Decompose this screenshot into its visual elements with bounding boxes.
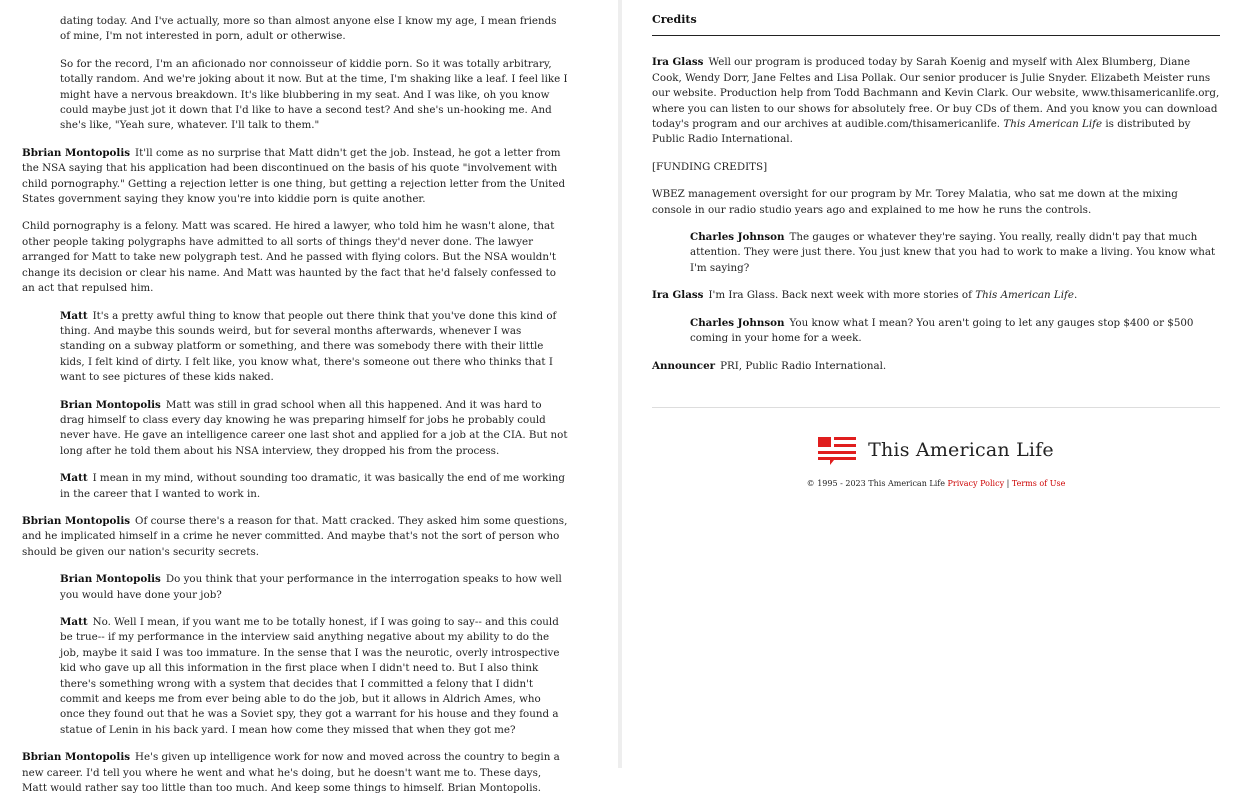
footer-divider xyxy=(652,407,1220,408)
speaker-name: Bbrian Montopolis xyxy=(22,751,131,764)
speaker-name: Brian Montopolis xyxy=(60,573,161,586)
speaker-name: Matt xyxy=(60,616,88,628)
speaker-name: Brian Montopolis xyxy=(60,398,161,411)
paragraph-text: Of course there's a reason for that. Matt cracked. They asked him some questions, and he implicated himself in a crime he never committed. And maybe that's not the sort of person who should be given our nation's security secrets. xyxy=(22,514,568,558)
credits-heading: Credits xyxy=(652,12,1220,36)
paragraph-text: dating today. And I've actually, more so than almost anyone else I know my age, I mean friends of mine, I'm not interested in porn, adult or otherwise. xyxy=(60,15,557,43)
transcript-paragraph xyxy=(60,309,568,386)
speaker-name: Bbrian Montopolis xyxy=(22,146,131,159)
transcript-paragraph xyxy=(60,471,568,502)
speaker-name: Charles Johnson xyxy=(690,316,785,329)
credits-paragraph xyxy=(690,316,1220,347)
credits-paragraph xyxy=(652,55,1220,147)
site-logo[interactable] xyxy=(652,436,1220,466)
logo-text: This American Life xyxy=(868,439,1054,462)
transcript-paragraph xyxy=(60,398,568,460)
paragraph-text: Child pornography is a felony. Matt was scared. He hired a lawyer, who told him he wasn't alone, that other people taking polygraphs have admitted to all sorts of things they'd never done. The lawyer arranged for Matt to take new polygraph test. And he passed with flying colors. But the NSA wouldn't change its decision or clear his name. And Matt was haunted by the fact that he'd falsely confessed to an act that repulsed him. xyxy=(22,220,556,295)
speaker-name: Ira Glass xyxy=(652,289,704,302)
speaker-name: Bbrian Montopolis xyxy=(22,514,131,527)
speaker-name: Announcer xyxy=(652,359,716,372)
transcript-paragraph xyxy=(60,615,568,738)
speaker-name: Charles Johnson xyxy=(690,231,785,244)
show-title: This American Life xyxy=(1003,118,1103,131)
transcript-paragraph xyxy=(22,514,568,560)
credits-paragraph xyxy=(652,187,1220,218)
credits-body xyxy=(652,12,1220,491)
site-footer xyxy=(652,476,1220,491)
speaker-name: Matt xyxy=(60,472,88,485)
paragraph-text: You know what I mean? You aren't going to let any gauges stop $400 or $500 coming in your home for a week. xyxy=(690,316,1194,345)
credits-paragraph xyxy=(652,359,1220,374)
paragraph-text: Well our program is produced today by Sarah Koenig and myself with Alex Blumberg, Diane Cook, Wendy Dorr, Jane Feltes and Lisa Pollak. Our senior producer is Julie Snyder. Elizabeth Meister runs our website. Production help from Todd Bachmann and Kevin Clark. Our website, www.thisamericanlife.org, where you can listen to our shows for absolutely free. Or buy CDs of them. And you know you can download today's program and our archives at audible.com/thisamericanlife. xyxy=(652,56,1220,131)
paragraph-text: is distributed by Public Radio International. xyxy=(652,118,1191,146)
paragraph-text: WBEZ management oversight for our program by Mr. Torey Malatia, who sat me down at the mixing console in our radio studio years ago and explained to me how he runs the controls. xyxy=(652,188,1178,216)
paragraph-text: . xyxy=(1073,289,1078,302)
paragraph-text: I mean in my mind, without sounding too dramatic, it was basically the end of me working in the career that I wanted to work in. xyxy=(60,472,566,500)
paragraph-text: So for the record, I'm an aficionado nor connoisseur of kiddie porn. So it was totally arbitrary, totally random. And we're joking about it now. But at the time, I'm shaking like a leaf. I feel like I might have a nervous breakdown. It's like blubbering in my seat. And I was like, oh you know could maybe just jot it down that I'd like to have a second test? And she's un-hooking me. And she's like, "Yeah sure, whatever. I'll talk to them." xyxy=(60,57,568,132)
copyright-text: © 1995 - 2023 This American Life xyxy=(806,478,945,488)
tal-logo-icon xyxy=(818,436,856,466)
speaker-name: Matt xyxy=(60,309,88,322)
transcript-paragraph xyxy=(22,146,568,208)
transcript-body xyxy=(22,14,568,808)
credits-paragraph xyxy=(690,230,1220,276)
paragraph-text: He's given up intelligence work for now and moved across the country to begin a new career. I'd tell you where he went and what he's doing, but he doesn't want me to. These days, Matt would rather say too little than too much. And keep some things to himself. Brian Montopolis. xyxy=(22,751,560,795)
credits-paragraph xyxy=(652,288,1220,303)
paragraph-text: Matt was still in grad school when all this happened. And it was hard to drag himself to class every day knowing he was preparing himself for jobs he probably could never have. He gave an intelligence career one last shot and applied for a job at the CIA. But not long after he told them about his NSA interview, they dropped his from the process. xyxy=(60,398,568,457)
transcript-paragraph xyxy=(60,14,568,45)
paragraph-text: [FUNDING CREDITS] xyxy=(652,160,768,173)
paragraph-text: It's a pretty awful thing to know that people out there think that you've done this kind of thing. And maybe this sounds weird, but for several months afterwards, whenever I was standing on a subway platform or something, and there was somebody there with their little kids, I felt kind of dirty. I felt like, you know what, there's someone out there who thinks that I want to see pictures of these kids naked. xyxy=(60,309,557,384)
paragraph-text: I'm Ira Glass. Back next week with more stories of xyxy=(708,289,972,302)
privacy-policy-link[interactable]: Privacy Policy xyxy=(947,478,1005,488)
paragraph-text: PRI, Public Radio International. xyxy=(720,359,887,372)
paragraph-text: It'll come as no surprise that Matt didn't get the job. Instead, he got a letter from the NSA saying that his application had been discontinued on the basis of his quote "involvement with child pornography." Getting a rejection letter is one thing, but getting a rejection letter from the United States government saying they know you're into kiddie porn is quite another. xyxy=(22,146,566,206)
paragraph-text: No. Well I mean, if you want me to be totally honest, if I was going to say-- and this could be true-- if my performance in the interview said anything negative about my ability to do the job, maybe it said I was too immature. In the sense that I was the neurotic, overly introspective kid who gave up all this information in the first place when I didn't need to. But I also think there's something wrong with a system that decides that I committed a felony that I didn't commit and keeps me from ever being able to do the job, but it allows in Aldrich Ames, who once they found out that he was a Soviet spy, they got a warrant for his house and they found a statue of Lenin in his back yard. I mean how come they missed that when they got me? xyxy=(60,616,560,736)
transcript-paragraph xyxy=(60,572,568,603)
terms-of-use-link[interactable]: Terms of Use xyxy=(1011,478,1066,488)
credits-panel xyxy=(622,0,1238,768)
transcript-paragraph xyxy=(60,57,568,134)
footer-separator: | xyxy=(1006,478,1010,488)
transcript-paragraph xyxy=(22,750,568,796)
transcript-panel xyxy=(0,0,618,795)
paragraph-text: Do you think that your performance in the interrogation speaks to how well you would have done your job? xyxy=(60,573,562,601)
transcript-paragraph xyxy=(22,219,568,296)
speaker-name: Ira Glass xyxy=(652,56,704,69)
show-title: This American Life xyxy=(975,289,1074,302)
paragraph-text: The gauges or whatever they're saying. You really, really didn't pay that much attention. They were just there. You just knew that you had to work to make a living. You know what I'm saying? xyxy=(690,231,1216,274)
funding-credits xyxy=(652,160,1220,175)
